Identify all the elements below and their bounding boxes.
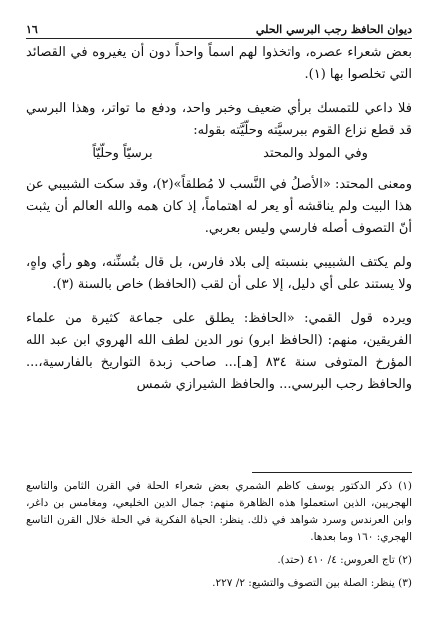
paragraph: فلا داعي للتمسك برأي ضعيف وخبر واحد، ودفع ما تواتر، وهذا البرسي قد قطع نزاع القوم ببرسيَّته وحلّيَّته بقوله:	[26, 101, 412, 138]
footnotes	[26, 478, 412, 598]
main-text	[26, 42, 412, 408]
paragraph: بعض شعراء عصره، واتخذوا لهم اسماً واحداً دون أن يغيروه في القصائد التي تخلصوا بها (١).	[26, 45, 412, 82]
footnote: (٣) ينظر: الصلة بين التصوف والتشيع: ٢/ ٢٢٧.	[212, 577, 412, 589]
paragraph: ومعنى المحتد: «الأصلُ في النَّسب لا مُطلقاً»(٢)، وقد سكت الشبيبي عن هذا البيت ولم يناقشه أو يعر له اهتماماً، إذ كان همه والله العالم أن يثبت أنّ التصوف أصله فارسي وليس بعربي.	[26, 177, 412, 236]
footnote-divider	[252, 472, 412, 473]
verse-hemistich-first: وفي المولد والمحتد	[263, 146, 368, 161]
poem-verse	[26, 142, 412, 166]
page-number: ١٦	[26, 23, 38, 36]
paragraph: ويرده قول القمي: «الحافظ: يطلق على جماعة كثيرة من علماء الفريقين، منهم: (الحافظ ابرو) نور الدين لطف الله الهروي ابن عبد الله المؤرخ المتوفى سنة ٨٣٤ [هـ]... صاحب زبدة التواريخ بالفارسية،... والحافظ رجب البرسي... والحافظ الشيرازي شمس	[26, 311, 413, 392]
footnote: (٢) تاج العروس: ٤/ ٤١٠ (حتد).	[277, 554, 412, 566]
verse-hemistich-second: برسيّاً وحلّيّاً	[92, 146, 153, 161]
footnote: (١) ذكر الدكتور يوسف كاظم الشمري بعض شعراء الحلة في القرن الثامن والتاسع الهجريين، الذين استعملوا هذه الظاهرة منهم: جمال الدين الخليعي، ومغامس بن داغر، وابن العرندس وسرد شواهد في ذلك. ينظر: الحياة الفكرية في الحلة خلال القرن التاسع الهجري: ١٦٠ وما بعدها.	[26, 480, 412, 543]
paragraph: ولم يكتف الشبيبي بنسبته إلى بلاد فارس، بل قال بتُسنِّنه، وهو رأي واهٍ، ولا يستند على أي دليل، إلا على أن لقب (الحافظ) خاص بالسنة (٣).	[26, 255, 412, 292]
header-title: ديوان الحافظ رجب البرسي الحلي	[255, 23, 412, 36]
running-header	[26, 12, 412, 39]
